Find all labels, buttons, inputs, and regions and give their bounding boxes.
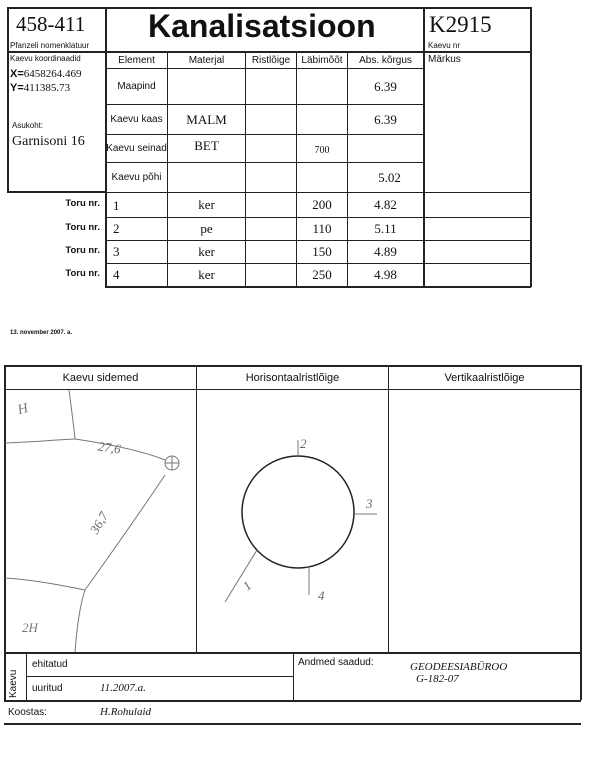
x-coord-value: 6458264.469	[23, 68, 82, 80]
pipe-mark-4: 4	[318, 588, 325, 603]
header-remark: Märkus	[428, 54, 461, 65]
column-vertical-section: Vertikaalristlõige	[444, 371, 525, 384]
coords-label: Kaevu koordinaadid	[10, 54, 81, 63]
y-coord	[10, 82, 70, 94]
x-coord	[10, 68, 82, 80]
row-material: BET	[194, 138, 219, 153]
pipe-nr: 2	[113, 221, 120, 236]
distance-label-2: 36,7	[86, 509, 112, 537]
pipe-label: Toru nr.	[65, 222, 100, 233]
pipe-label: Toru nr.	[65, 268, 100, 279]
y-coord-label: Y=	[10, 82, 24, 94]
nomenclature-label: Pfanzeli nomenklatuur	[10, 41, 90, 50]
horizontal-section-sketch	[197, 390, 388, 652]
surveyed-label: uuritud	[32, 683, 63, 694]
pipe-diameter: 150	[312, 244, 332, 259]
x-coord-label: X=	[10, 68, 24, 80]
pipe-height: 4.89	[374, 244, 397, 259]
source-value-1: GEODEESIABÜROO	[410, 661, 508, 673]
pipe-height: 4.98	[374, 267, 397, 282]
source-value-2: G-182-07	[416, 673, 459, 685]
row-element: Kaevu kaas	[110, 114, 163, 125]
header-element: Element	[118, 54, 155, 66]
sketch-label-2h: 2H	[22, 620, 38, 635]
row-material: MALM	[186, 111, 227, 127]
y-coord-value: 411385.73	[23, 82, 71, 94]
pipe-material: pe	[200, 221, 213, 236]
header-diameter: Läbimõõt	[301, 54, 343, 66]
row-height: 5.02	[378, 169, 401, 185]
nomenclature-number: 458-411	[16, 12, 86, 36]
pipe-height: 5.11	[374, 221, 397, 236]
pipe-material: ker	[198, 197, 215, 212]
pipe-nr: 4	[113, 267, 120, 282]
compiled-value: H.Rohulaid	[100, 706, 152, 718]
row-height: 6.39	[374, 78, 397, 94]
pipe-diameter: 200	[312, 197, 332, 212]
document-date: 13. november 2007. a.	[10, 330, 73, 336]
location-value: Garnisoni 16	[12, 134, 85, 149]
pipe-material: ker	[198, 267, 215, 282]
row-element: Kaevu põhi	[111, 172, 162, 183]
page-title: Kanalisatsioon	[148, 8, 376, 44]
header-material: Materjal	[188, 54, 225, 66]
kaevu-side-label: Kaevu	[8, 669, 19, 698]
row-diameter: 700	[314, 144, 330, 156]
row-height: 6.39	[374, 111, 397, 127]
column-well-links: Kaevu sidemed	[62, 371, 139, 384]
column-horizontal-section: Horisontaalristlõige	[245, 371, 340, 384]
pipe-height: 4.82	[374, 197, 397, 212]
pipe-diameter: 110	[312, 221, 332, 236]
header-cross-section: Ristlõige	[251, 54, 291, 66]
pipe-label: Toru nr.	[65, 198, 100, 209]
pipe-material: ker	[198, 244, 215, 259]
built-label: ehitatud	[32, 659, 68, 670]
location-label: Asukoht:	[12, 121, 44, 130]
pipe-mark-2: 2	[300, 436, 307, 451]
well-number-label: Kaevu nr	[428, 41, 461, 50]
pipe-nr: 3	[113, 244, 120, 259]
compiled-label: Koostas:	[8, 707, 47, 718]
pipe-mark-1: 1	[239, 577, 255, 594]
sketch-label-h: H	[16, 400, 30, 419]
row-element: Kaevu seinad	[106, 143, 167, 154]
header-abs-height: Abs. kõrgus	[359, 54, 412, 66]
pipe-nr: 1	[113, 198, 120, 213]
pipe-mark-3: 3	[366, 496, 373, 511]
well-number: K2915	[429, 12, 492, 37]
row-element: Maapind	[117, 81, 156, 92]
surveyed-value: 11.2007.a.	[100, 682, 146, 694]
distance-label-1: 27,6	[97, 438, 122, 457]
source-label: Andmed saadud:	[298, 657, 374, 668]
pipe-diameter: 250	[312, 267, 332, 282]
pipe-label: Toru nr.	[65, 245, 100, 256]
